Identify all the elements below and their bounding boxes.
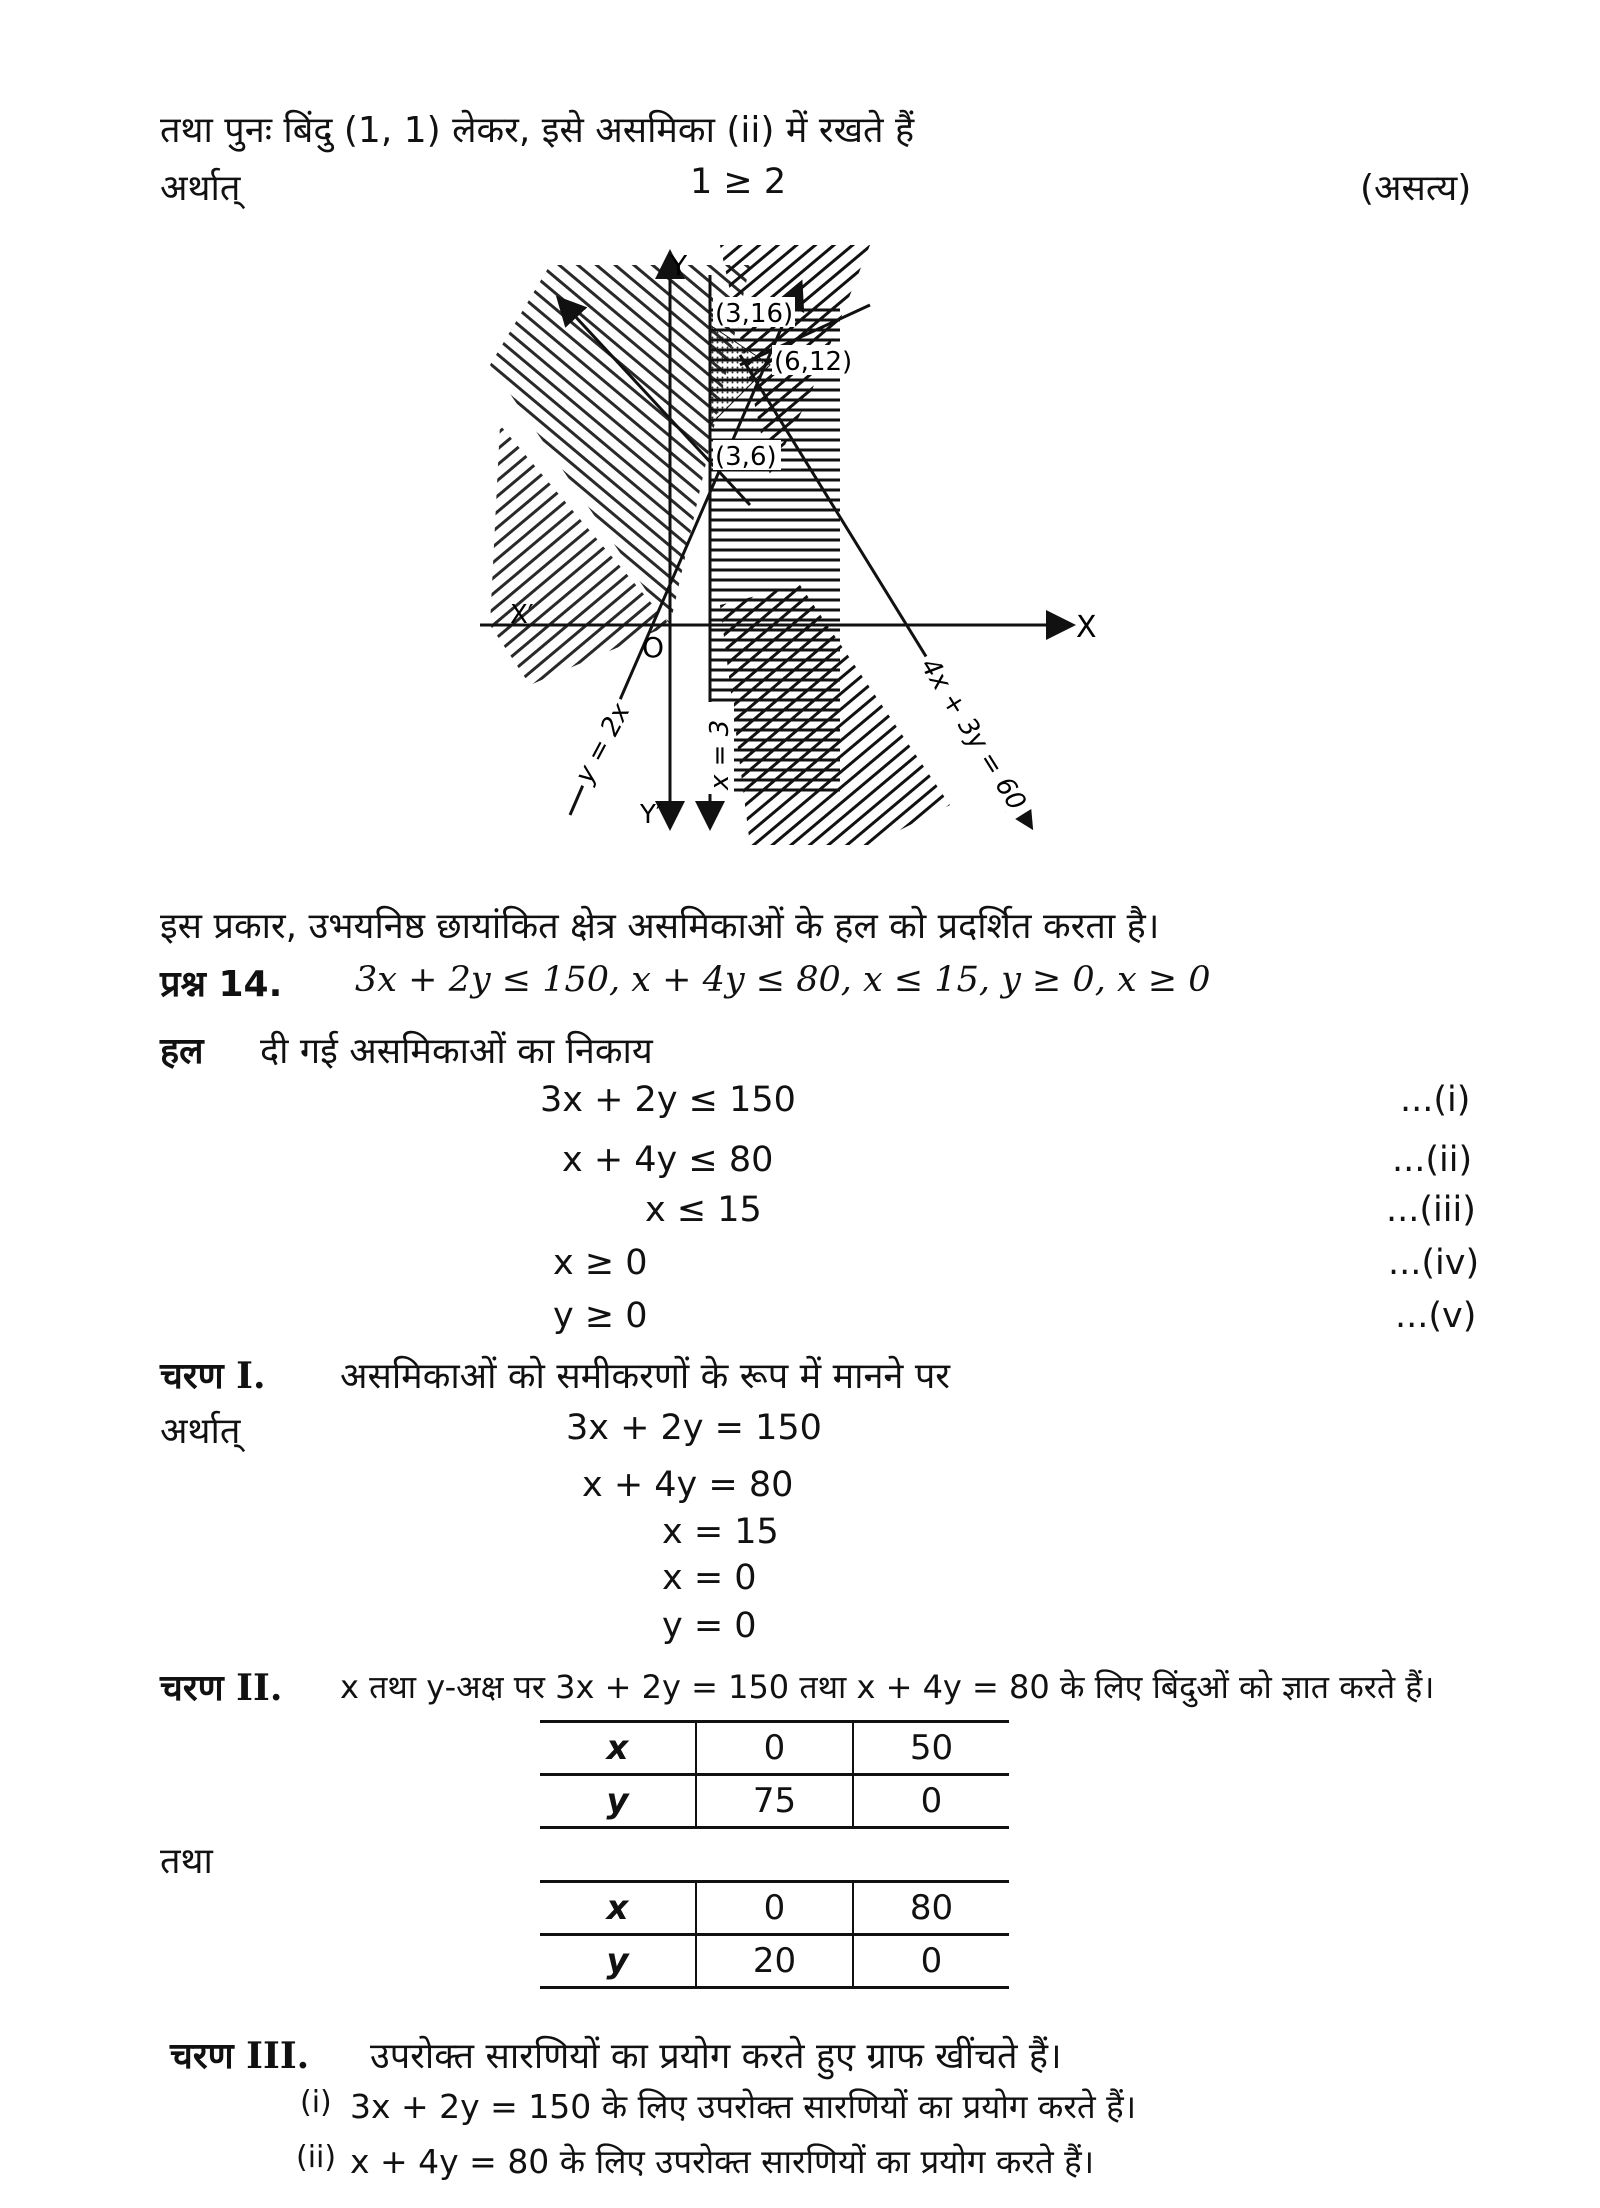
step1-eq-3: x = 15	[662, 1512, 779, 1552]
step3-item-1-num: (i)	[300, 2085, 332, 2120]
inequality-graph	[470, 245, 1190, 865]
step2-label: चरण II.	[160, 1667, 283, 1709]
system-tag-4: ...(iv)	[1388, 1243, 1480, 1283]
system-ineq-4: x ≥ 0	[553, 1243, 648, 1283]
step3-item-2-text: x + 4y = 80 के लिए उपरोक्त सारणियों का प्रयोग करते हैं।	[350, 2142, 1095, 2181]
t1-y-head: y	[540, 1775, 696, 1828]
step1-text: असमिकाओं को समीकरणों के रूप में मानने पर	[340, 1356, 951, 1397]
step1-eq-4: x = 0	[662, 1558, 757, 1598]
table-3x-2y-150	[540, 1720, 1009, 1829]
step1-label: चरण I.	[160, 1355, 266, 1397]
label-x-3: x = 3	[705, 719, 735, 790]
y-neg-label: Y′	[640, 800, 662, 830]
step3-item-1-text: 3x + 2y = 150 के लिए उपरोक्त सारणियों का प्रयोग करते हैं।	[350, 2087, 1137, 2126]
solution-intro: दी गई असमिकाओं का निकाय	[260, 1031, 653, 1072]
t2-x-head: x	[540, 1882, 696, 1935]
t1-x-head: x	[540, 1722, 696, 1775]
step2-text: x तथा y-अक्ष पर 3x + 2y = 150 तथा x + 4y = 80 के लिए बिंदुओं को ज्ञात करते हैं।	[340, 1668, 1435, 1706]
x-neg-label: X′	[510, 600, 534, 630]
t1-x-0: 0	[696, 1722, 853, 1775]
system-ineq-5: y ≥ 0	[553, 1296, 648, 1336]
arthat-label: अर्थात्	[160, 168, 241, 209]
step1-eq-2: x + 4y = 80	[582, 1465, 794, 1505]
conclusion-text: इस प्रकार, उभयनिष्ठ छायांकित क्षेत्र असमिकाओं के हल को प्रदर्शित करता है।	[160, 906, 1160, 947]
t2-x-0: 0	[696, 1882, 853, 1935]
table-x-4y-80	[540, 1880, 1009, 1989]
step3-label: चरण III.	[170, 2035, 310, 2077]
system-tag-2: ...(ii)	[1392, 1140, 1473, 1180]
point-3-16: (3,16)	[715, 299, 794, 329]
y-axis-label: Y	[670, 249, 688, 282]
top-line: तथा पुनः बिंदु (1, 1) लेकर, इसे असमिका (ii) में रखते हैं	[160, 110, 915, 151]
step3-text: उपरोक्त सारणियों का प्रयोग करते हुए ग्राफ खींचते हैं।	[370, 2036, 1062, 2077]
point-6-12: (6,12)	[774, 347, 853, 377]
result-false: (असत्य)	[1360, 168, 1472, 209]
label-y-2x: y = 2x	[569, 698, 637, 789]
system-tag-3: ...(iii)	[1386, 1190, 1476, 1230]
point-3-6: (3,6)	[715, 442, 777, 472]
system-ineq-2: x + 4y ≤ 80	[562, 1140, 774, 1180]
origin-label: O	[642, 631, 665, 664]
t1-x-1: 50	[853, 1722, 1009, 1775]
inequality-check: 1 ≥ 2	[690, 162, 787, 202]
system-tag-1: ...(i)	[1400, 1080, 1471, 1120]
system-ineq-1: 3x + 2y ≤ 150	[540, 1080, 796, 1120]
step3-item-2-num: (ii)	[296, 2140, 337, 2175]
label-4x-3y-60: 4x + 3y = 60	[914, 652, 1032, 816]
question-label: प्रश्न 14.	[160, 964, 283, 1005]
t2-y-head: y	[540, 1935, 696, 1988]
tatha-label: तथा	[160, 1841, 213, 1882]
t2-y-1: 0	[853, 1935, 1009, 1988]
t1-y-0: 75	[696, 1775, 853, 1828]
question-text: 3x + 2y ≤ 150, x + 4y ≤ 80, x ≤ 15, y ≥ 0, x ≥ 0	[355, 960, 1211, 1000]
step1-arthat: अर्थात्	[160, 1411, 241, 1452]
step1-eq-1: 3x + 2y = 150	[566, 1408, 822, 1448]
system-tag-5: ...(v)	[1395, 1296, 1477, 1336]
solution-label: हल	[160, 1031, 204, 1072]
t1-y-1: 0	[853, 1775, 1009, 1828]
step1-eq-5: y = 0	[662, 1606, 757, 1646]
t2-y-0: 20	[696, 1935, 853, 1988]
t2-x-1: 80	[853, 1882, 1009, 1935]
system-ineq-3: x ≤ 15	[645, 1190, 762, 1230]
x-axis-label: X	[1076, 610, 1097, 645]
